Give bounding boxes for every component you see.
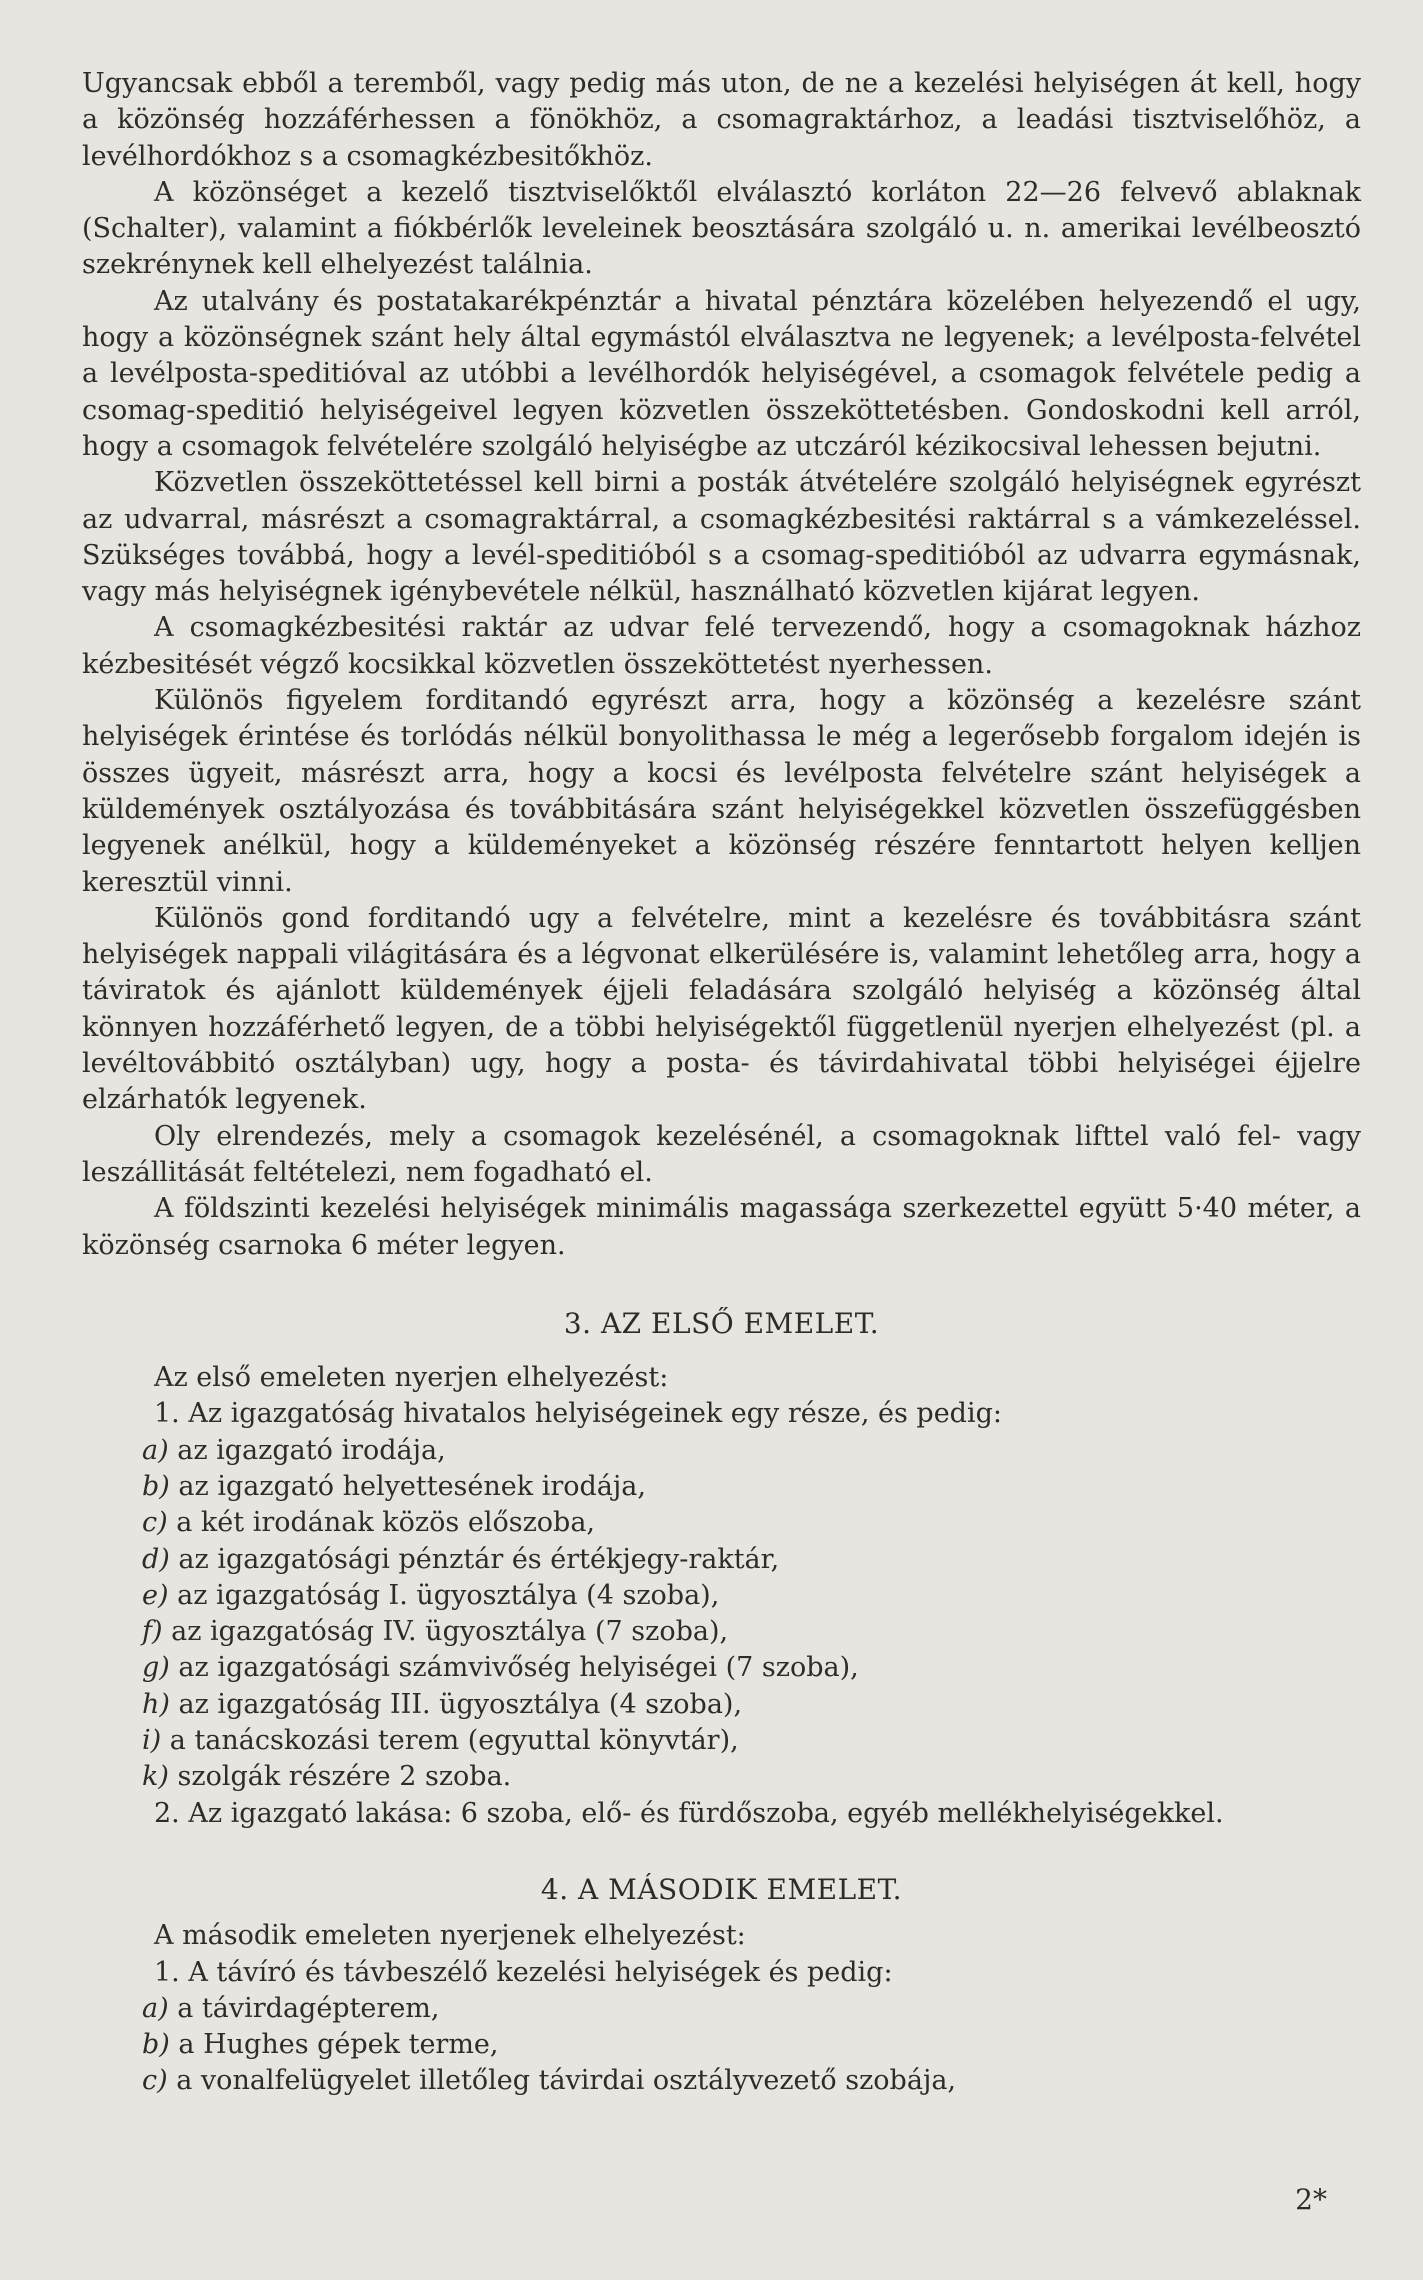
paragraph-1: Ugyancsak ebből a teremből, vagy pedig más uton, de ne a kezelési helyiségen át kell, hogy a közönség hozzáférhessen a fönökhöz, a csomagraktárhoz, a leadási tisztviselőhöz, a levélhordókhoz s a csomagkézbesitőkhöz. [82,68,1361,172]
section-3-heading: 3. AZ ELSŐ EMELET. [563,1306,880,1340]
paragraph-2: A közönséget a kezelő tisztviselőktől elválasztó korláton 22—26 felvevő ablaknak (Schalter), valamint a fiókbérlők leveleinek beosztására szolgáló u. n. amerikai levélbeosztó szekrénynek kell elhelyezést találnia. [82,176,1361,281]
section-4-subitems [82,1991,1361,2100]
section-4-item-1: 1. A távíró és távbeszélő kezelési helyiségek és pedig: [154,1956,893,1988]
list-item: c) a két irodának közös előszoba, [142,1507,596,1539]
section-3-subitems [82,1433,1361,1796]
paragraph-6: Különös figyelem forditandó egyrészt arra, hogy a közönség a kezelésre szánt helyiségek érintése és torlódás nélkül bonyolithassa le még a legerősebb forgalom idején is összes ügyeit, másrészt arra, hogy a kocsi és levélposta felvételre szánt helyiségek a küldemények osztályozása és továbbitására szánt helyiségekkel közvetlen összefüggésben legyenek anélkül, hogy a küldeményeket a közönség részére fenntartott helyen kelljen keresztül vinni. [82,685,1361,898]
paragraph-3: Az utalvány és postatakarékpénztár a hivatal pénztára közelében helyezendő el ugy, hogy a közönségnek szánt hely által egymástól elválasztva ne legyenek; a levélposta-felvétel a levélposta-speditióval az utóbbi a levélhordók helyiségével, a csomagok felvétele pedig a csomag-speditió helyiségeivel legyen közvetlen összeköttetésben. Gondoskodni kell arról, hogy a csomagok felvételére szolgáló helyiségbe az utczáról kézikocsival lehessen bejutni. [82,285,1361,462]
section-3-item-2: 2. Az igazgató lakása: 6 szoba, elő- és fürdőszoba, egyéb mellékhelyiségekkel. [154,1797,1224,1829]
paragraph-9: A földszinti kezelési helyiségek minimális magassága szerkezettel együtt 5·40 méter, a közönség csarnoka 6 méter legyen. [82,1193,1361,1261]
paragraph-5: A csomagkézbesitési raktár az udvar felé tervezendő, hogy a csomagoknak házhoz kézbesitését végző kocsikkal közvetlen összeköttetést nyerhessen. [82,612,1361,680]
section-4-intro: A második emeleten nyerjenek elhelyezést: [154,1920,746,1952]
list-item: b) az igazgató helyettesének irodája, [142,1470,646,1502]
page-number: 2* [1295,2183,1327,2216]
list-item: k) szolgák részére 2 szoba. [142,1761,512,1793]
list-item: a) a távirdagépterem, [142,1992,440,2024]
list-item: d) az igazgatósági pénztár és értékjegy-raktár, [142,1543,780,1575]
list-item: h) az igazgatóság III. ügyosztálya (4 szoba), [142,1688,743,1720]
list-item: i) a tanácskozási terem (egyuttal könyvtár), [142,1725,739,1757]
body-text [82,66,1361,2100]
paragraph-4: Közvetlen összeköttetéssel kell birni a posták átvételére szolgáló helyiségnek egyrészt az udvarral, másrészt a csomagraktárral, a csomagkézbesitési raktárral s a vámkezeléssel. Szükséges továbbá, hogy a levél-speditióból s a csomag-speditióból az udvarra egymásnak, vagy más helyiségnek igénybevétele nélkül, használható közvetlen kijárat legyen. [82,467,1361,608]
list-item: e) az igazgatóság I. ügyosztálya (4 szoba), [142,1579,720,1611]
paragraph-8: Oly elrendezés, mely a csomagok kezelésénél, a csomagoknak lifttel való fel- vagy leszállitását feltételezi, nem fogadható el. [82,1120,1361,1188]
section-3-item-1: 1. Az igazgatóság hivatalos helyiségeinek egy része, és pedig: [154,1398,1002,1430]
list-item: b) a Hughes gépek terme, [142,2029,499,2061]
list-item: f) az igazgatóság IV. ügyosztálya (7 szoba), [142,1616,729,1648]
section-4-heading: 4. A MÁSODIK EMELET. [540,1872,903,1906]
list-item: c) a vonalfelügyelet illetőleg távirdai osztályvezető szobája, [142,2065,956,2097]
section-3-intro: Az első emeleten nyerjen elhelyezést: [154,1362,669,1394]
paragraph-7: Különös gond forditandó ugy a felvételre, mint a kezelésre és továbbitásra szánt helyiségek nappali világitására és a légvonat elkerülésére is, valamint lehetőleg arra, hogy a táviratok és ajánlott küldemények éjjeli feladására szolgáló helyiség a közönség által könnyen hozzáférhető legyen, de a többi helyiségektől függetlenül nyerjen elhelyezést (pl. a levéltovábbitó osztályban) ugy, hogy a posta- és távirdahivatal többi helyiségei éjjelre elzárhatók legyenek. [82,902,1361,1116]
list-item: g) az igazgatósági számvivőség helyiségei (7 szoba), [142,1652,859,1684]
list-item: a) az igazgató irodája, [142,1434,446,1466]
